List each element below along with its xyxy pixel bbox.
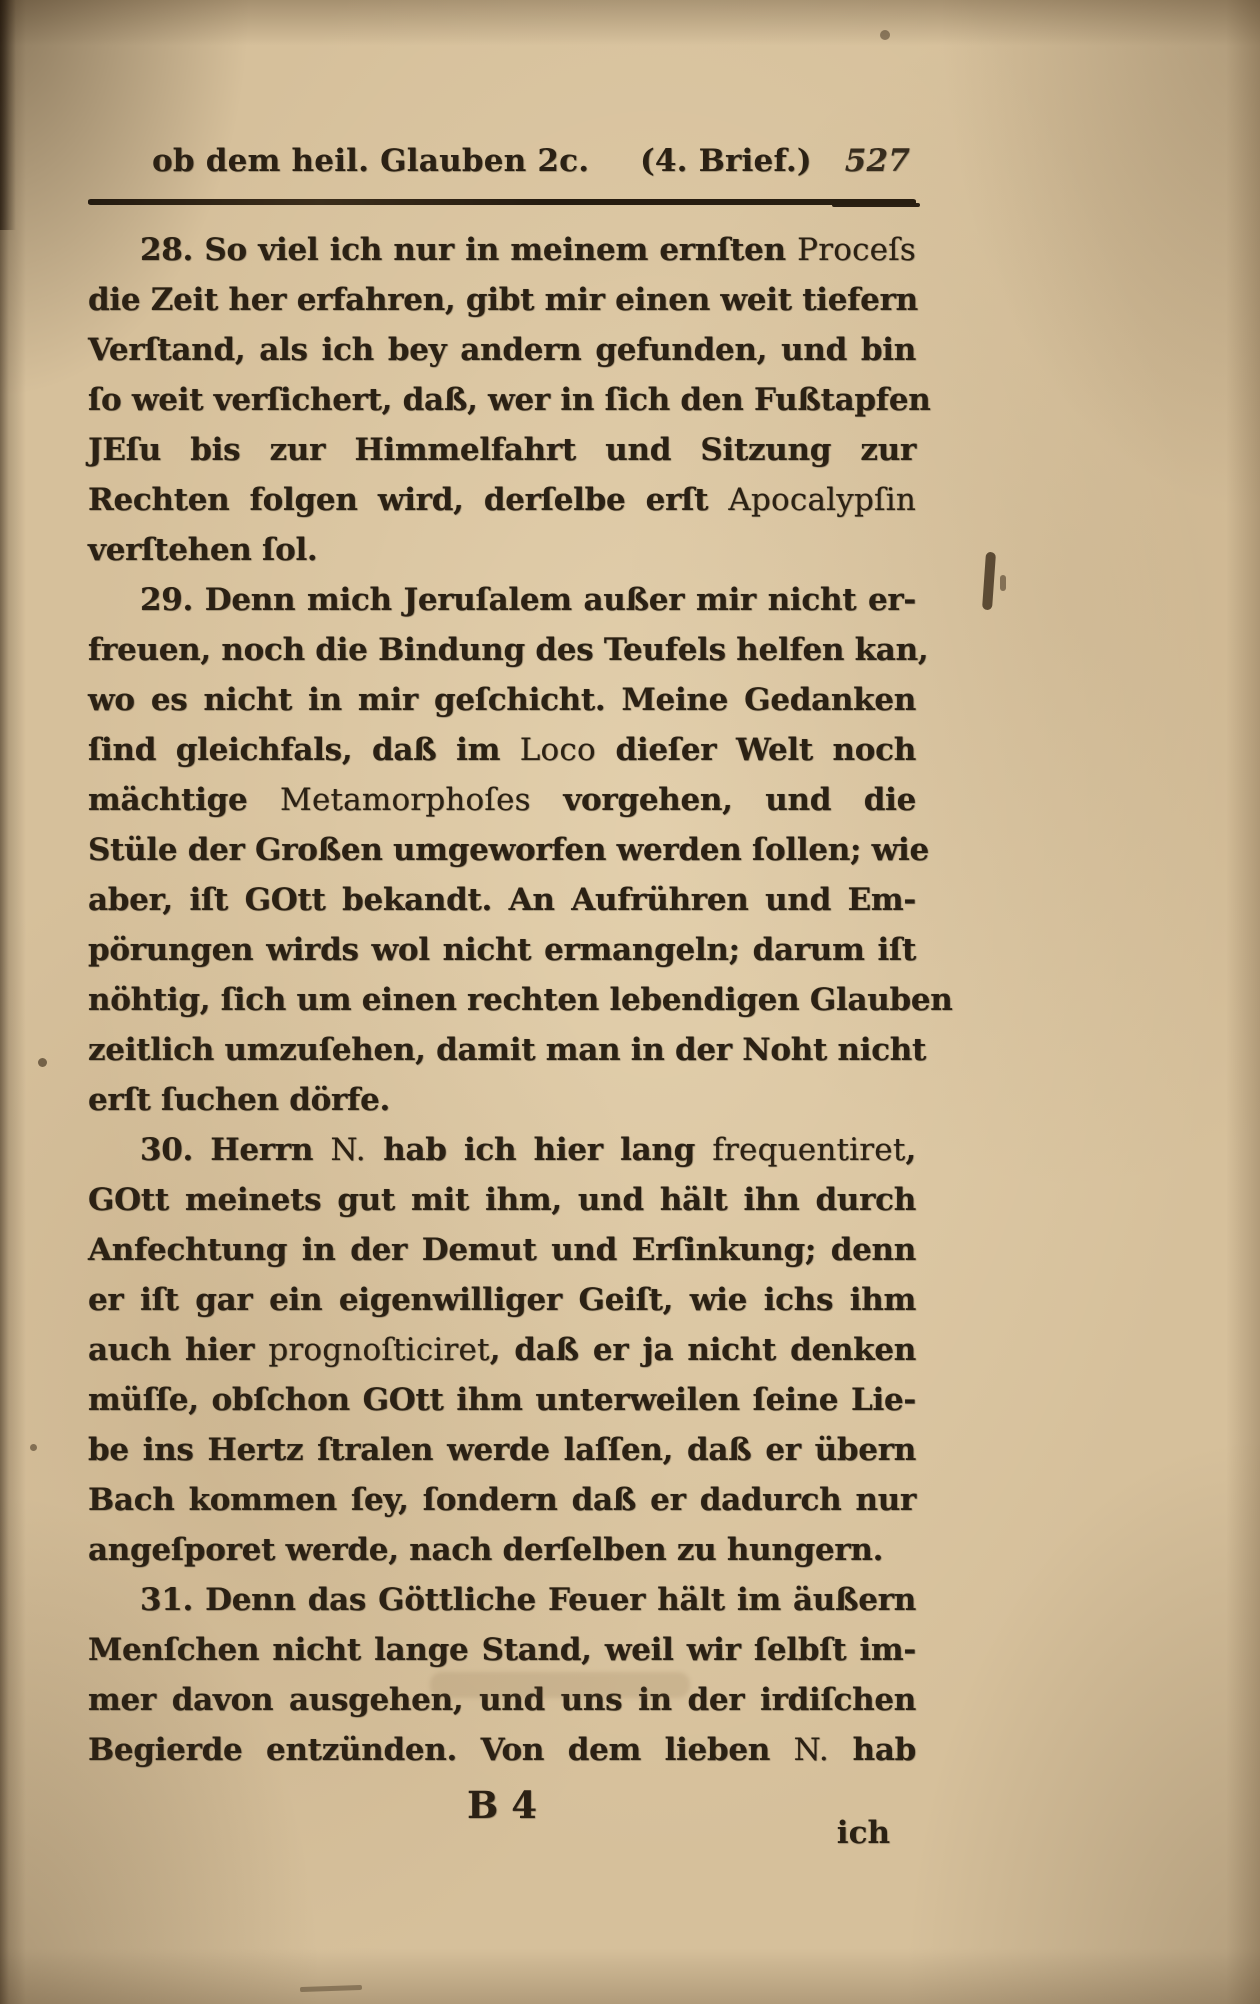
page-number: 527 bbox=[844, 143, 910, 179]
text-line: Menſchen nicht lange Stand, weil wir ſelbſt im- bbox=[88, 1632, 916, 1668]
running-header bbox=[88, 143, 916, 195]
ink-speck bbox=[30, 1444, 37, 1451]
antiqua-word: Proceſs bbox=[797, 232, 916, 268]
text-line: zeitlich umzuſehen, damit man in der Noht nicht bbox=[88, 1032, 927, 1068]
antiqua-word: Loco bbox=[519, 732, 596, 768]
antiqua-word: prognoſticiret bbox=[268, 1332, 490, 1368]
text-line: be ins Hertz ſtralen werde laſſen, daß er übern bbox=[88, 1432, 916, 1468]
header-rule bbox=[88, 199, 916, 205]
ink-speck bbox=[880, 30, 890, 40]
text-line: aber, iſt GOtt bekandt. An Aufrühren und Em- bbox=[88, 882, 916, 918]
text-line: freuen, noch die Bindung des Teufels helfen kan, bbox=[88, 632, 929, 668]
text-line: GOtt meinets gut mit ihm, und hält ihn durch bbox=[88, 1182, 916, 1218]
text-line: ſo weit verſichert, daß, wer in ſich den Fußtapfen bbox=[88, 382, 931, 418]
header-title: ob dem heil. Glauben 2c. bbox=[152, 143, 590, 179]
text-line: er iſt gar ein eigenwilliger Geiſt, wie ichs ihm bbox=[88, 1282, 916, 1318]
text-line: verſtehen ſol. bbox=[88, 532, 318, 568]
text-line: angeſporet werde, nach derſelben zu hungern. bbox=[88, 1532, 884, 1568]
text-line: Begierde entzünden. Von dem lieben N. hab bbox=[88, 1732, 916, 1768]
text-line: Anfechtung in der Demut und Erſinkung; denn bbox=[88, 1232, 916, 1268]
text-line: ſind gleichfals, daß im Loco dieſer Welt noch bbox=[88, 732, 916, 768]
text-line: pörungen wirds wol nicht ermangeln; darum iſt bbox=[88, 932, 916, 968]
text-line: mächtige Metamorphoſes vorgehen, und die bbox=[88, 782, 917, 818]
antiqua-word: Metamorphoſes bbox=[280, 782, 531, 818]
text-line: 28. So viel ich nur in meinem ernſten Proceſs bbox=[140, 232, 916, 268]
text-line: mer davon ausgehen, und uns in der irdiſchen bbox=[88, 1682, 916, 1718]
text-line: Verſtand, als ich bey andern gefunden, und bin bbox=[88, 332, 916, 368]
antiqua-word: N. bbox=[330, 1132, 366, 1168]
text-line: Bach kommen ſey, ſondern daß er dadurch nur bbox=[88, 1482, 916, 1518]
text-line: Stüle der Großen umgeworfen werden ſollen; wie bbox=[88, 832, 929, 868]
signature-mark: B 4 bbox=[467, 1783, 537, 1827]
page-edge-shadow bbox=[0, 0, 16, 230]
header-brief-label: (4. Brief.) bbox=[640, 143, 812, 179]
antiqua-word: N. bbox=[793, 1732, 829, 1768]
text-line: 31. Denn das Göttliche Feuer hält im äußern bbox=[140, 1582, 916, 1618]
text-line: JEſu bis zur Himmelfahrt und Sitzung zur bbox=[88, 432, 916, 468]
text-line: müſſe, obſchon GOtt ihm unterweilen ſeine Lie- bbox=[88, 1382, 916, 1418]
text-line: erſt ſuchen dörfe. bbox=[88, 1082, 390, 1118]
text-line: 29. Denn mich Jeruſalem außer mir nicht er- bbox=[140, 582, 916, 618]
text-line: Rechten folgen wird, derſelbe erſt Apocalypſin bbox=[88, 482, 916, 518]
ink-speck bbox=[38, 1058, 47, 1067]
scan-artifact-dash bbox=[300, 1985, 362, 1992]
text-block bbox=[88, 143, 953, 1851]
catchword: ich bbox=[836, 1815, 890, 1851]
body-text bbox=[88, 205, 953, 1775]
text-line: die Zeit her erfahren, gibt mir einen weit tiefern bbox=[88, 282, 918, 318]
text-line: auch hier prognoſticiret, daß er ja nicht denken bbox=[88, 1332, 916, 1368]
text-line: nöhtig, ſich um einen rechten lebendigen Glauben bbox=[88, 982, 953, 1018]
antiqua-word: frequentiret bbox=[712, 1132, 906, 1168]
ink-blemish bbox=[982, 552, 996, 611]
text-line: wo es nicht in mir geſchicht. Meine Gedanken bbox=[88, 682, 916, 718]
text-line: 30. Herrn N. hab ich hier lang frequentiret, bbox=[140, 1132, 917, 1168]
antiqua-word: Apocalypſin bbox=[728, 482, 916, 518]
ink-blemish bbox=[1000, 575, 1006, 591]
